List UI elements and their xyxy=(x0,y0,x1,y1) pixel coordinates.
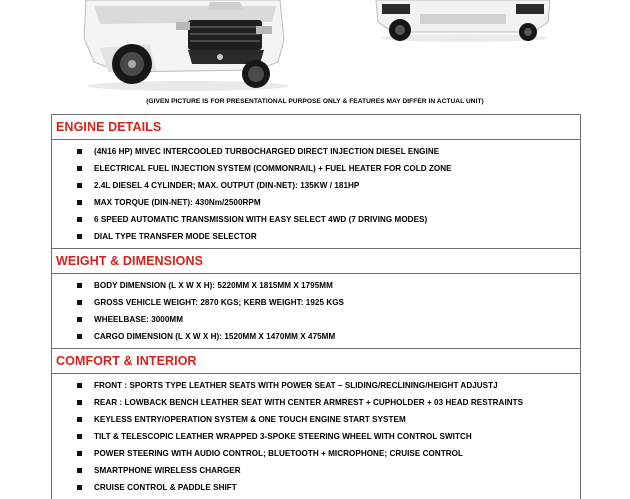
list-item: WHEELBASE: 3000MM xyxy=(52,311,580,328)
list-item: FRONT : SPORTS TYPE LEATHER SEATS WITH POWER SEAT – SLIDING/RECLINING/HEIGHT ADJUSTJ xyxy=(52,377,580,394)
square-bullet-icon xyxy=(77,468,82,473)
list-item: CRUISE CONTROL & PADDLE SHIFT xyxy=(52,479,580,496)
square-bullet-icon xyxy=(77,217,82,222)
list-item: POWER STEERING WITH AUDIO CONTROL; BLUETOOTH + MICROPHONE; CRUISE CONTROL xyxy=(52,445,580,462)
list-item: KEYLESS ENTRY/OPERATION SYSTEM & ONE TOUCH ENGINE START SYSTEM xyxy=(52,411,580,428)
list-item: (4N16 HP) MIVEC INTERCOOLED TURBOCHARGED DIRECT INJECTION DIESEL ENGINE xyxy=(52,143,580,160)
engine-details-list xyxy=(52,140,580,248)
list-item: TILT & TELESCOPIC LEATHER WRAPPED 3-SPOKE STEERING WHEEL WITH CONTROL SWITCH xyxy=(52,428,580,445)
list-item: CARGO DIMENSION (L X W X H): 1520MM X 1470MM X 475MM xyxy=(52,328,580,345)
vehicle-rear-image xyxy=(372,0,554,42)
square-bullet-icon xyxy=(77,200,82,205)
list-item: REAR : LOWBACK BENCH LEATHER SEAT WITH CENTER ARMREST + CUPHOLDER + 03 HEAD RESTRAINTS xyxy=(52,394,580,411)
comfort-interior-list xyxy=(52,374,580,499)
square-bullet-icon xyxy=(77,234,82,239)
square-bullet-icon xyxy=(77,149,82,154)
square-bullet-icon xyxy=(77,434,82,439)
section-header-engine-details: ENGINE DETAILS xyxy=(52,114,580,140)
list-item: ELECTRICAL FUEL INJECTION SYSTEM (COMMONRAIL) + FUEL HEATER FOR COLD ZONE xyxy=(52,160,580,177)
specification-table xyxy=(51,114,581,499)
section-header-comfort-interior: COMFORT & INTERIOR xyxy=(52,348,580,374)
square-bullet-icon xyxy=(77,317,82,322)
list-item: 2.4L DIESEL 4 CYLINDER; MAX. OUTPUT (DIN-NET): 135KW / 181HP xyxy=(52,177,580,194)
square-bullet-icon xyxy=(77,400,82,405)
list-item: 6 SPEED AUTOMATIC TRANSMISSION WITH EASY SELECT 4WD (7 DRIVING MODES) xyxy=(52,211,580,228)
square-bullet-icon xyxy=(77,283,82,288)
square-bullet-icon xyxy=(77,485,82,490)
square-bullet-icon xyxy=(77,166,82,171)
image-disclaimer-caption: (GIVEN PICTURE IS FOR PRESENTATIONAL PURPOSE ONLY & FEATURES MAY DIFFER IN ACTUAL UNIT) xyxy=(146,98,484,105)
list-item: MAX TORQUE (DIN-NET): 430Nm/2500RPM xyxy=(52,194,580,211)
vehicle-front-image xyxy=(80,0,290,92)
list-item: BODY DIMENSION (L X W X H): 5220MM X 1815MM X 1795MM xyxy=(52,277,580,294)
square-bullet-icon xyxy=(77,300,82,305)
section-header-weight-dimensions: WEIGHT & DIMENSIONS xyxy=(52,248,580,274)
square-bullet-icon xyxy=(77,183,82,188)
square-bullet-icon xyxy=(77,417,82,422)
list-item: DIAL TYPE TRANSFER MODE SELECTOR xyxy=(52,228,580,245)
weight-dimensions-list xyxy=(52,274,580,348)
list-item: GROSS VEHICLE WEIGHT: 2870 KGS; KERB WEIGHT: 1925 KGS xyxy=(52,294,580,311)
square-bullet-icon xyxy=(77,383,82,388)
square-bullet-icon xyxy=(77,334,82,339)
list-item: SMARTPHONE WIRELESS CHARGER xyxy=(52,462,580,479)
square-bullet-icon xyxy=(77,451,82,456)
